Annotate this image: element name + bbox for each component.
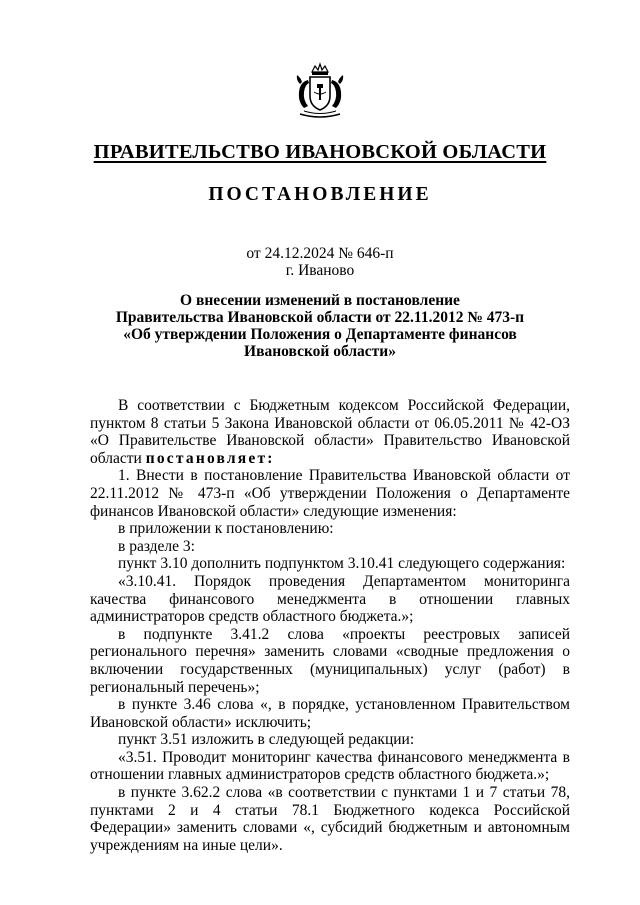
- decree-city: г. Иваново: [285, 262, 355, 279]
- body-paragraph: пункт 3.10 дополнить подпунктом 3.10.41 следующего содержания:: [118, 555, 566, 573]
- subject-line: Ивановской области»: [244, 343, 396, 360]
- body-paragraph: в разделе 3:: [118, 537, 195, 555]
- decree-subject: [90, 292, 550, 360]
- subject-line: Правительства Ивановской области от 22.11.2012 № 473-п: [115, 309, 525, 326]
- coat-of-arms-icon: [288, 62, 352, 122]
- body-paragraph: «3.10.41. Порядок проведения Департаментом мониторинга качества финансового менеджмента в отношении главных администраторов средств областного бюджета.»;: [90, 572, 570, 626]
- body-paragraph: пункт 3.51 изложить в следующей редакции:: [118, 731, 415, 749]
- intro-paragraph: [90, 397, 570, 467]
- decree-punct: :: [267, 449, 273, 467]
- subject-line: «Об утверждении Положения о Департаменте финансов: [123, 326, 517, 343]
- body-paragraph: «3.51. Проводит мониторинг качества финансового менеджмента в отношении главных администраторов средств областного бюджета.»;: [90, 748, 570, 784]
- body-paragraph: в пункте 3.46 слова «, в порядке, установленном Правительством Ивановской области» исключить;: [90, 696, 570, 731]
- decree-word: постановляет: [145, 449, 268, 467]
- document-type: ПОСТАНОВЛЕНИЕ: [208, 184, 432, 205]
- body-paragraph: в пункте 3.62.2 слова «в соответствии с пунктами 1 и 7 статьи 78, пунктами 2 и 4 статьи 78.1 Бюджетного кодекса Российской Федерации» заменить словами «, субсидий бюджетным и автономным учреждениям на иные цели».: [90, 784, 570, 854]
- body-paragraph: в подпункте 3.41.2 слова «проекты реестровых записей регионального перечня» заменить словами «сводные предложения о включении государственных (муниципальных) услуг (работ) в региональный перечень»;: [90, 625, 570, 696]
- body-paragraph: в приложении к постановлению:: [118, 520, 334, 538]
- decree-body: [90, 397, 570, 854]
- body-paragraph: 1. Внести в постановление Правительства Ивановской области от 22.11.2012 № 473-п «Об утверждении Положения о Департаменте финансов Ивановской области» следующие изменения:: [90, 467, 570, 520]
- decree-date-number: от 24.12.2024 № 646-п: [246, 245, 394, 262]
- government-title: ПРАВИТЕЛЬСТВО ИВАНОВСКОЙ ОБЛАСТИ: [93, 141, 547, 163]
- intro-text: В соответствии с Бюджетным кодексом Российской Федерации, пунктом 8 статьи 5 Закона Ивановской области от 06.05.2011 № 42-ОЗ «О Правительстве Ивановской области» Правительство Ивановской области: [90, 397, 570, 467]
- subject-line: О внесении изменений в постановление: [180, 292, 460, 309]
